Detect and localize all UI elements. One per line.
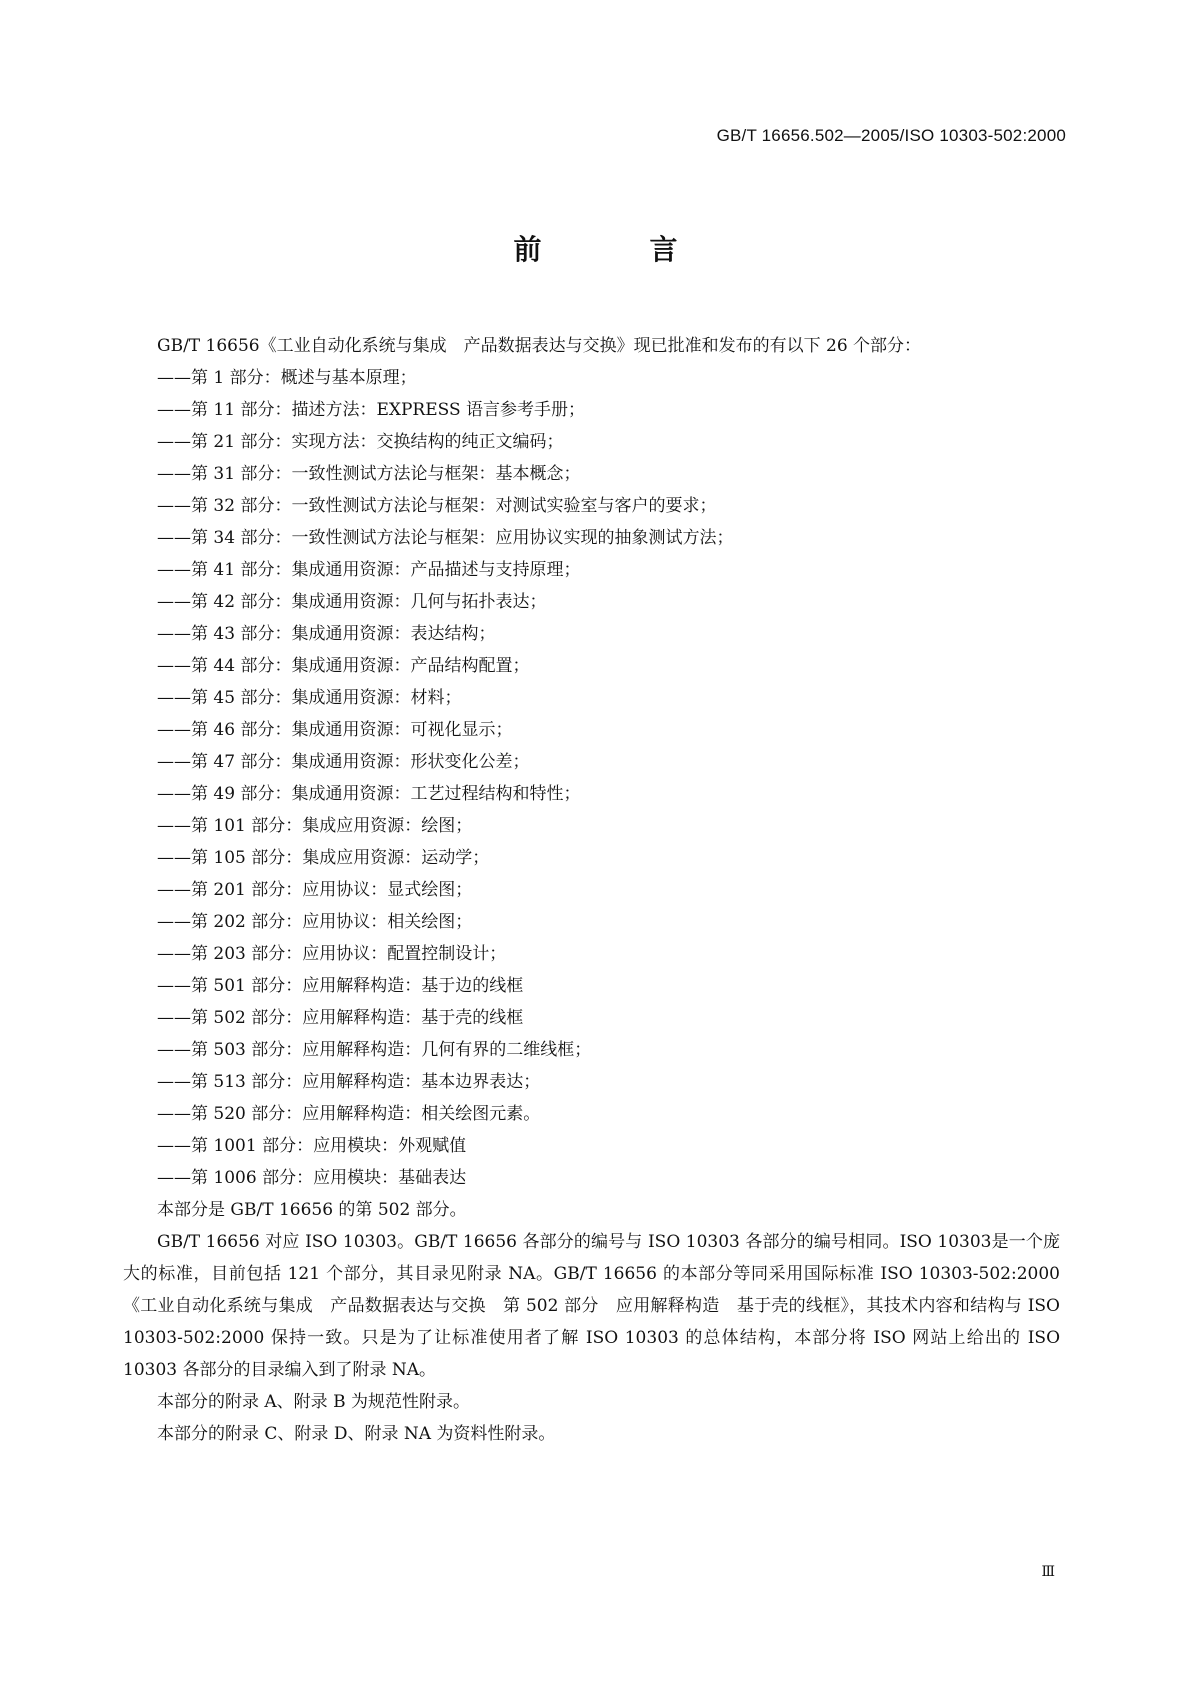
list-item: ——第 201 部分：应用协议：显式绘图； (157, 880, 473, 900)
list-item: ——第 41 部分：集成通用资源：产品描述与支持原理； (157, 560, 581, 580)
list-item: ——第 501 部分：应用解释构造：基于边的线框 (157, 976, 524, 996)
correspondence-paragraph: GB/T 16656 对应 ISO 10303。GB/T 16656 各部分的编号与 ISO 10303 各部分的编号相同。ISO 10303是一个庞大的标准，目前包括 121 个部分，其目录见附录 NA。GB/T 16656 的本部分等同采用国际标准 ISO 10303-502:2000《工业自动化系统与集成 产品数据表达与交换 第 502 部分 应用解释构造 基于壳的线框》，其技术内容和结构与 ISO 10303-502:2000 保持一致。只是为了让标准使用者了解 ISO 10303 的总体结构，本部分将 ISO 网站上给出的 ISO 10303 各部分的目录编入到了附录 NA。 (123, 1232, 1060, 1380)
informative-annex-paragraph: 本部分的附录 C、附录 D、附录 NA 为资料性附录。 (157, 1424, 556, 1444)
list-item: ——第 21 部分：实现方法：交换结构的纯正文编码； (157, 432, 564, 452)
this-part-paragraph: 本部分是 GB/T 16656 的第 502 部分。 (157, 1200, 467, 1220)
list-item: ——第 47 部分：集成通用资源：形状变化公差； (157, 752, 530, 772)
list-item: ——第 513 部分：应用解释构造：基本边界表达； (157, 1072, 541, 1092)
list-item: ——第 1 部分：概述与基本原理； (157, 368, 417, 388)
list-item: ——第 45 部分：集成通用资源：材料； (157, 688, 462, 708)
list-item: ——第 11 部分：描述方法：EXPRESS 语言参考手册； (157, 400, 585, 420)
list-item: ——第 101 部分：集成应用资源：绘图； (157, 816, 473, 836)
list-item: ——第 502 部分：应用解释构造：基于壳的线框 (157, 1008, 524, 1028)
list-item: ——第 203 部分：应用协议：配置控制设计； (157, 944, 507, 964)
list-item: ——第 520 部分：应用解释构造：相关绘图元素。 (157, 1104, 541, 1124)
parts-list (123, 362, 1060, 1194)
list-item: ——第 1006 部分：应用模块：基础表达 (157, 1168, 467, 1188)
foreword-body (123, 330, 1060, 1450)
list-item: ——第 503 部分：应用解释构造：几何有界的二维线框； (157, 1040, 592, 1060)
list-item: ——第 46 部分：集成通用资源：可视化显示； (157, 720, 513, 740)
list-item: ——第 34 部分：一致性测试方法论与框架：应用协议实现的抽象测试方法； (157, 528, 734, 548)
list-item: ——第 202 部分：应用协议：相关绘图； (157, 912, 473, 932)
page-title: 前 言 (513, 233, 718, 266)
list-item: ——第 43 部分：集成通用资源：表达结构； (157, 624, 496, 644)
normative-annex-paragraph: 本部分的附录 A、附录 B 为规范性附录。 (157, 1392, 470, 1412)
list-item: ——第 42 部分：集成通用资源：几何与拓扑表达； (157, 592, 547, 612)
list-item: ——第 31 部分：一致性测试方法论与框架：基本概念； (157, 464, 581, 484)
list-item: ——第 1001 部分：应用模块：外观赋值 (157, 1136, 467, 1156)
list-item: ——第 32 部分：一致性测试方法论与框架：对测试实验室与客户的要求； (157, 496, 717, 516)
list-item: ——第 44 部分：集成通用资源：产品结构配置； (157, 656, 530, 676)
list-item: ——第 49 部分：集成通用资源：工艺过程结构和特性； (157, 784, 581, 804)
page-number: Ⅲ (1041, 1564, 1055, 1580)
list-item: ——第 105 部分：集成应用资源：运动学； (157, 848, 490, 868)
standard-code-header: GB/T 16656.502—2005/ISO 10303-502:2000 (716, 126, 1066, 145)
intro-paragraph: GB/T 16656《工业自动化系统与集成 产品数据表达与交换》现已批准和发布的有以下 26 个部分： (157, 336, 922, 356)
